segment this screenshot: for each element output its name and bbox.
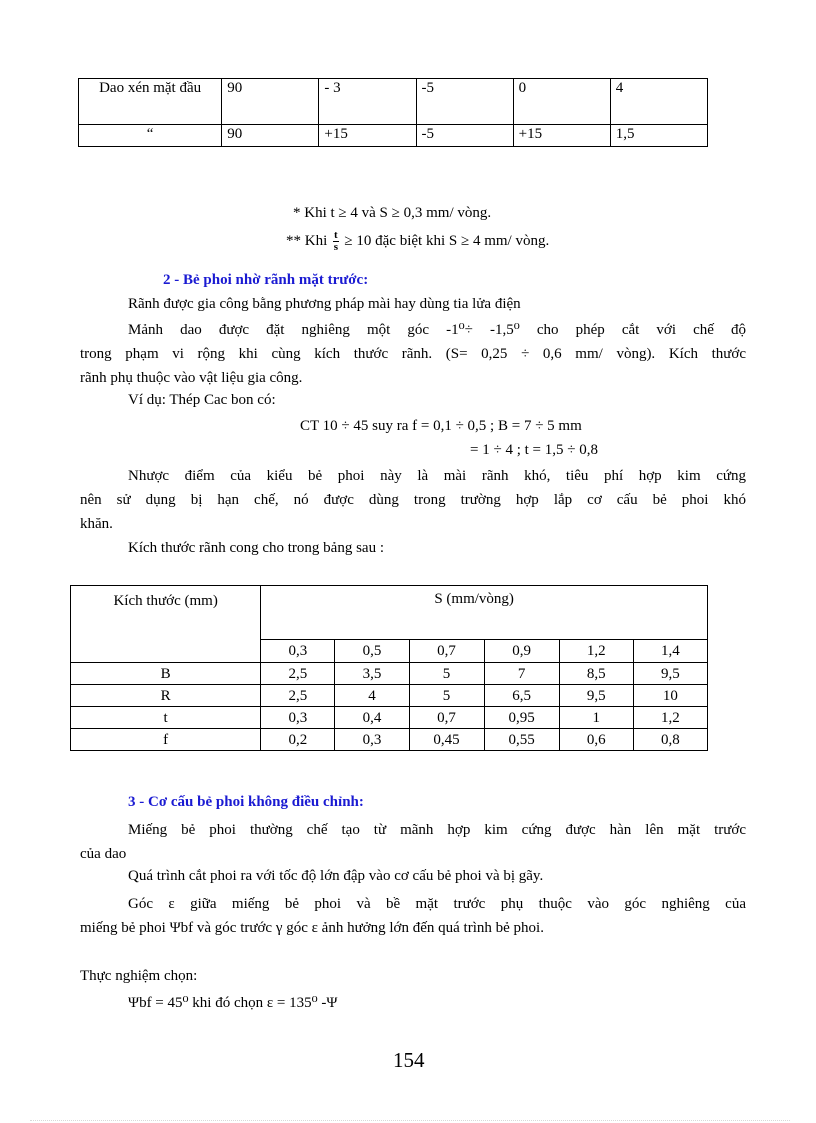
table-cell: -5 bbox=[416, 79, 513, 125]
fraction-numerator: t bbox=[334, 229, 338, 241]
section-2-p2-line1 bbox=[80, 320, 746, 340]
paragraph-text: Miếng bẻ phoi thường chế tạo từ mãnh hợp kim cứng được hàn lên mặt trước bbox=[128, 822, 746, 838]
fraction-t-over-s bbox=[333, 230, 339, 253]
table-cell: 1,5 bbox=[610, 125, 707, 147]
row-label: t bbox=[71, 707, 261, 729]
table-cell: Dao xén mặt đầu bbox=[79, 79, 222, 125]
section-2-p3-line3: khăn. bbox=[80, 516, 113, 532]
table-cell: 9,5 bbox=[559, 685, 633, 707]
table-cell: 0 bbox=[513, 79, 610, 125]
section-2-heading: 2 - Bẻ phoi nhờ rãnh mặt trước: bbox=[163, 272, 369, 288]
bottom-divider bbox=[30, 1120, 790, 1121]
table-cell: +15 bbox=[513, 125, 610, 147]
fraction-denominator: s bbox=[333, 241, 338, 253]
note-2-suffix: ≥ 10 đặc biệt khi S ≥ 4 mm/ vòng. bbox=[344, 232, 550, 249]
table-row bbox=[71, 663, 708, 685]
s-value: 1,4 bbox=[633, 640, 707, 663]
example-line-2: = 1 ÷ 4 ; t = 1,5 ÷ 0,8 bbox=[470, 442, 598, 458]
table-cell: 0,7 bbox=[409, 707, 484, 729]
table-cell: 4 bbox=[610, 79, 707, 125]
table-cell: 0,4 bbox=[335, 707, 409, 729]
table-cell: 90 bbox=[222, 79, 319, 125]
table-cell: 2,5 bbox=[261, 685, 335, 707]
note-1: * Khi t ≥ 4 và S ≥ 0,3 mm/ vòng. bbox=[293, 205, 492, 221]
table-row bbox=[79, 79, 708, 125]
section-2-p2-line3: rãnh phụ thuộc vào vật liệu gia công. bbox=[80, 370, 303, 386]
experiment-label: Thực nghiệm chọn: bbox=[80, 968, 198, 984]
table-cell: 2,5 bbox=[261, 663, 335, 685]
row-label: f bbox=[71, 729, 261, 751]
table-row bbox=[71, 729, 708, 751]
section-3-heading: 3 - Cơ cấu bẻ phoi không điều chỉnh: bbox=[128, 794, 364, 810]
s-value: 0,3 bbox=[261, 640, 335, 663]
table-cell: 0,55 bbox=[484, 729, 559, 751]
table-cell: 1,2 bbox=[633, 707, 707, 729]
table-header-row bbox=[71, 586, 708, 640]
example-label: Ví dụ: Thép Cac bon có: bbox=[128, 392, 276, 408]
table-cell: “ bbox=[79, 125, 222, 147]
table-cell: 0,8 bbox=[633, 729, 707, 751]
paragraph-text: Nhược điểm của kiểu bẻ phoi này là mài rãnh khó, tiêu phí hợp kim cứng bbox=[128, 468, 746, 484]
table-cell: 0,3 bbox=[335, 729, 409, 751]
row-label: B bbox=[71, 663, 261, 685]
table-row bbox=[71, 685, 708, 707]
table-cell: 10 bbox=[633, 685, 707, 707]
table-cell: +15 bbox=[319, 125, 416, 147]
section-3-p1-line2: của dao bbox=[80, 846, 127, 862]
table-cell: 8,5 bbox=[559, 663, 633, 685]
table-cell: 0,2 bbox=[261, 729, 335, 751]
table-cell: 4 bbox=[335, 685, 409, 707]
experiment-formula: Ψbf = 45⁰ khi đó chọn ε = 135⁰ -Ψ bbox=[128, 995, 338, 1011]
top-table bbox=[78, 78, 708, 147]
s-value: 0,7 bbox=[409, 640, 484, 663]
table-cell: 90 bbox=[222, 125, 319, 147]
s-value: 0,5 bbox=[335, 640, 409, 663]
table-cell: 9,5 bbox=[633, 663, 707, 685]
page-number: 154 bbox=[393, 1048, 425, 1072]
section-3-p3-line1 bbox=[80, 894, 746, 914]
section-2-p3-line1 bbox=[80, 466, 746, 486]
section-2-p1: Rãnh được gia công bằng phương pháp mài hay dùng tia lửa điện bbox=[128, 296, 521, 312]
table-cell: 5 bbox=[409, 663, 484, 685]
s-value: 0,9 bbox=[484, 640, 559, 663]
section-3-p2: Quá trình cắt phoi ra với tốc độ lớn đập vào cơ cấu bẻ phoi và bị gãy. bbox=[128, 868, 544, 884]
table-row bbox=[79, 125, 708, 147]
section-3-p1-line1 bbox=[80, 820, 746, 840]
table-cell: 0,6 bbox=[559, 729, 633, 751]
table-cell: 5 bbox=[409, 685, 484, 707]
example-line-1: CT 10 ÷ 45 suy ra f = 0,1 ÷ 0,5 ; B = 7 ÷ 5 mm bbox=[300, 418, 582, 434]
header-kich-thuoc: Kích thước (mm) bbox=[71, 586, 261, 663]
table-cell: 6,5 bbox=[484, 685, 559, 707]
section-2-p2-line2: trong phạm vi rộng khi cùng kích thước rãnh. (S= 0,25 ÷ 0,6 mm/ vòng). Kích thước bbox=[80, 346, 746, 362]
s-value: 1,2 bbox=[559, 640, 633, 663]
table-cell: 7 bbox=[484, 663, 559, 685]
header-s: S (mm/vòng) bbox=[261, 586, 708, 640]
section-3-p3-line2: miếng bẻ phoi Ψbf và góc trước γ góc ε ảnh hưởng lớn đến quá trình bẻ phoi. bbox=[80, 920, 544, 936]
table-cell: - 3 bbox=[319, 79, 416, 125]
table-cell: 0,95 bbox=[484, 707, 559, 729]
section-2-p3-line2: nên sử dụng bị hạn chế, nó được dùng trong trường hợp lắp cơ cấu bẻ phoi khó bbox=[80, 492, 746, 508]
table-cell: -5 bbox=[416, 125, 513, 147]
note-2-prefix: ** Khi bbox=[286, 232, 328, 249]
table-cell: 0,45 bbox=[409, 729, 484, 751]
table-cell: 1 bbox=[559, 707, 633, 729]
paragraph-text: Mảnh dao được đặt nghiêng một góc -1⁰÷ -1,5⁰ cho phép cắt với chế độ bbox=[128, 322, 746, 338]
table-row bbox=[71, 707, 708, 729]
groove-dimension-table bbox=[70, 585, 708, 751]
note-2 bbox=[286, 230, 549, 253]
paragraph-text: Góc ε giữa miếng bẻ phoi và bề mặt trước phụ thuộc vào góc nghiêng của bbox=[128, 896, 746, 912]
section-2-p4: Kích thước rãnh cong cho trong bảng sau : bbox=[128, 540, 384, 556]
row-label: R bbox=[71, 685, 261, 707]
table-cell: 3,5 bbox=[335, 663, 409, 685]
table-cell: 0,3 bbox=[261, 707, 335, 729]
